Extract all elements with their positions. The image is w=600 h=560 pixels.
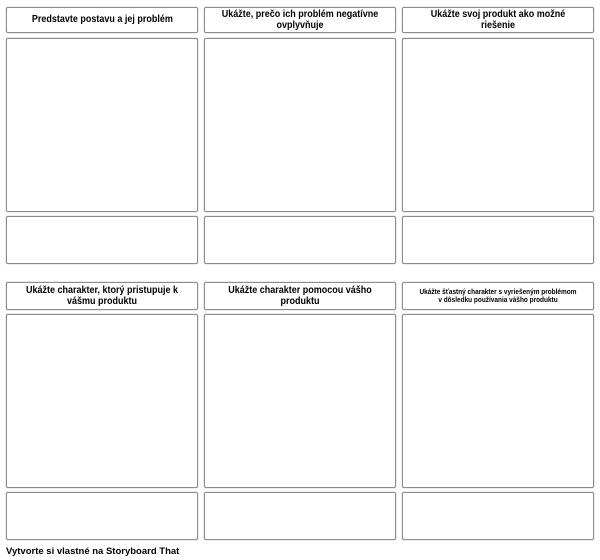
cell-1-image-panel[interactable] bbox=[6, 38, 198, 212]
cell-6-title-box[interactable] bbox=[402, 282, 594, 310]
cell-5-title-box[interactable] bbox=[204, 282, 396, 310]
cell-3-title-box[interactable] bbox=[402, 7, 594, 33]
cell-2-description-box[interactable] bbox=[204, 216, 396, 264]
cell-2-title-box[interactable] bbox=[204, 7, 396, 33]
cell-2-title: Ukážte, prečo ich problém negatívne ovplyvňuje bbox=[221, 8, 379, 31]
cell-3-title: Ukážte svoj produkt ako možné riešenie bbox=[430, 8, 566, 31]
cell-2-image-panel[interactable] bbox=[204, 38, 396, 212]
cell-3-image-panel[interactable] bbox=[402, 38, 594, 212]
cell-6-title: Ukážte šťastný charakter s vyriešeným problémom v dôsledku používania vášho produktu bbox=[419, 286, 577, 304]
cell-4-title: Ukážte charakter, ktorý pristupuje k vášmu produktu bbox=[25, 284, 179, 307]
cell-1-description-box[interactable] bbox=[6, 216, 198, 264]
cell-1-title-box[interactable] bbox=[6, 7, 198, 33]
cell-5-description-box[interactable] bbox=[204, 492, 396, 540]
cell-3-description-box[interactable] bbox=[402, 216, 594, 264]
footer-credit: Vytvorte si vlastné na Storyboard That bbox=[6, 546, 180, 557]
cell-1-title: Predstavte postavu a jej problém bbox=[31, 14, 173, 26]
cell-5-image-panel[interactable] bbox=[204, 314, 396, 488]
cell-6-image-panel[interactable] bbox=[402, 314, 594, 488]
cell-4-image-panel[interactable] bbox=[6, 314, 198, 488]
cell-4-description-box[interactable] bbox=[6, 492, 198, 540]
cell-5-title: Ukážte charakter pomocou vášho produktu bbox=[228, 284, 372, 307]
cell-4-title-box[interactable] bbox=[6, 282, 198, 310]
cell-6-description-box[interactable] bbox=[402, 492, 594, 540]
